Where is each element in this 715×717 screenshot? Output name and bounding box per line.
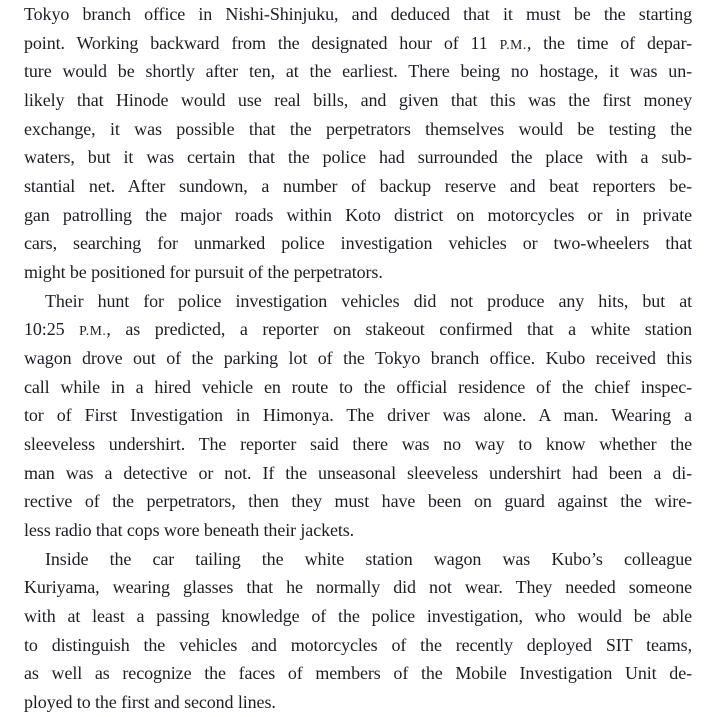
text-line: Tokyo branch office in Nishi-Shinjuku, and deduced that it must be the starting: [24, 4, 692, 24]
text-line: ployed to the first and second lines.: [24, 692, 276, 713]
text-line: point. Working backward from the designated hour of 11 P.M., the time of depar-: [24, 32, 692, 53]
text-line: Kuriyama, wearing glasses that he normally did not wear. They needed someone: [24, 577, 692, 598]
text-line: to distinguish the vehicles and motorcycles of the recently deployed SIT teams,: [24, 634, 692, 655]
text-line: 10:25 P.M., as predicted, a reporter on stakeout confirmed that a white station: [24, 319, 692, 340]
text-line: man was a detective or not. If the unseasonal sleeveless undershirt had been a di-: [24, 462, 692, 483]
body-text: [24, 0, 692, 717]
text-line: call while in a hired vehicle en route to the official residence of the chief inspec-: [24, 376, 692, 397]
text-line: with at least a passing knowledge of the police investigation, who would be able: [24, 606, 692, 627]
text-line: waters, but it was certain that the police had surrounded the place with a sub-: [24, 147, 692, 168]
text-line: ture would be shortly after ten, at the earliest. There being no hostage, it was un-: [24, 61, 692, 82]
text-line: likely that Hinode would use real bills, and given that this was the first money: [24, 90, 692, 111]
text-line: Their hunt for police investigation vehicles did not produce any hits, but at: [45, 290, 692, 311]
text-line: rective of the perpetrators, then they must have been on guard against the wire-: [24, 491, 692, 512]
text-line: less radio that cops wore beneath their jackets.: [24, 520, 355, 541]
text-line: sleeveless undershirt. The reporter said there was no way to know whether the: [24, 434, 692, 455]
text-line: as well as recognize the faces of members of the Mobile Investigation Unit de-: [24, 663, 692, 684]
small-caps-pm: P.M.: [499, 36, 527, 52]
text-line: cars, searching for unmarked police investigation vehicles or two-wheelers that: [24, 233, 692, 254]
text-line: wagon drove out of the parking lot of the Tokyo branch office. Kubo received this: [24, 348, 692, 369]
text-line: gan patrolling the major roads within Koto district on motorcycles or in private: [24, 204, 692, 225]
text-line: exchange, it was possible that the perpetrators themselves would be testing the: [24, 118, 692, 139]
text-line: might be positioned for pursuit of the perpetrators.: [24, 262, 383, 283]
small-caps-pm: P.M.: [79, 323, 107, 339]
text-line: stantial net. After sundown, a number of backup reserve and beat reporters be-: [24, 176, 692, 197]
text-line: Inside the car tailing the white station wagon was Kubo’s colleague: [45, 548, 692, 569]
text-line: tor of First Investigation in Himonya. The driver was alone. A man. Wearing a: [24, 405, 692, 426]
